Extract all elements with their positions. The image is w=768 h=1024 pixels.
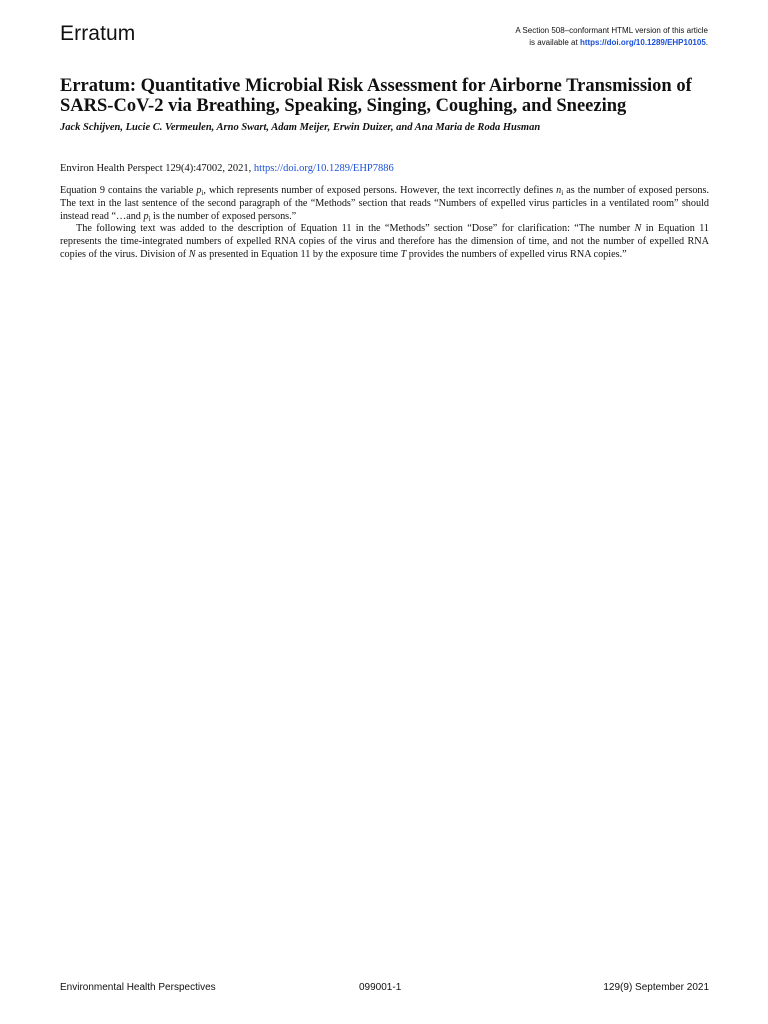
footer-page-id: 099001-1 xyxy=(359,982,402,993)
variable-N: N xyxy=(634,223,642,235)
erratum-body xyxy=(60,185,709,262)
variable-n: n xyxy=(556,185,562,196)
variable-p: p xyxy=(143,210,149,222)
notice-line-2: is available at https://doi.org/10.1289/EHP10105. xyxy=(529,38,708,47)
original-citation: Environ Health Perspect 129(4):47002, 2021, https://doi.org/10.1289/EHP7886 xyxy=(60,163,394,174)
section-label: Erratum xyxy=(60,22,136,45)
notice-line-1: A Section 508–conformant HTML version of this article xyxy=(515,26,708,35)
author-list: Jack Schijven, Lucie C. Vermeulen, Arno Swart, Adam Meijer, Erwin Duizer, and Ana Maria de Roda Husman xyxy=(60,122,541,133)
variable-p: p xyxy=(196,185,202,196)
html-version-notice xyxy=(515,25,708,49)
paragraph-equation-11: The following text was added to the description of Equation 11 in the “Methods” section “Dose” for clarification: “The number N in Equation 11 represents the time-integrated numbers of expelled RNA copies of the virus and therefore has the dimension of time, and not the number of expelled RNA copies of the virus. Division of N as presented in Equation 11 by the exposure time T provides the numbers of expelled virus RNA copies.” xyxy=(60,223,710,260)
citation-doi-link[interactable]: https://doi.org/10.1289/EHP7886 xyxy=(253,163,394,174)
variable-N: N xyxy=(188,248,196,260)
article-title: Erratum: Quantitative Microbial Risk Assessment for Airborne Transmission of SARS-CoV-2 via Breathing, Speaking, Singing, Coughing, and Sneezing xyxy=(60,76,692,116)
variable-T: T xyxy=(400,248,407,260)
footer-issue: 129(9) September 2021 xyxy=(603,982,709,993)
page-footer xyxy=(60,982,709,996)
paragraph-equation-9: Equation 9 contains the variable $p_i$, which represents number of exposed persons. However, the text incorrectly defines $n_i$ as the number of exposed persons. The text in the last sentence of the second paragraph of the “Methods” section that reads “Numbers of expelled virus particles in a ventilated room” should instead read “…and $p_i$ is the number of exposed persons.” xyxy=(60,185,710,223)
notice-doi-link[interactable]: https://doi.org/10.1289/EHP10105 xyxy=(579,38,706,47)
footer-journal: Environmental Health Perspectives xyxy=(60,982,216,993)
